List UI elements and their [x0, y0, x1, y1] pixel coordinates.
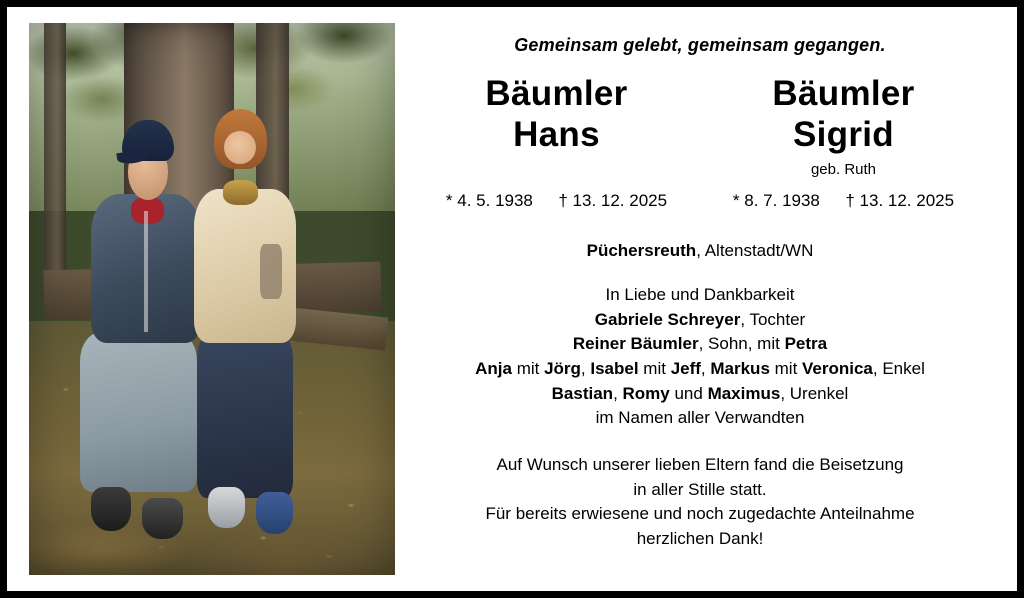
person-2-death-date: † 13. 12. 2025 [845, 191, 955, 211]
family-relation-text: und [669, 383, 708, 403]
family-relation-text: , Enkel [872, 359, 925, 379]
person-1-death-date: † 13. 12. 2025 [558, 191, 668, 211]
closing-line: Auf Wunsch unserer lieben Eltern fand die Beisetzung [496, 455, 904, 475]
family-line [475, 308, 925, 333]
family-relation-text: , Tochter [740, 309, 806, 329]
person-block-2 [700, 74, 987, 211]
family-member-name: Veronica [802, 359, 873, 379]
family-line [475, 406, 925, 431]
person-2-dates [700, 191, 987, 211]
motto-line: Gemeinsam gelebt, gemeinsam gegangen. [514, 35, 886, 55]
closing-line: Für bereits erwiesene und noch zugedachte Anteilnahme [485, 504, 915, 524]
person-1-surname: Bäumler [485, 74, 628, 113]
photo-vignette [29, 23, 395, 575]
couple-photograph [29, 23, 395, 575]
family-member-name: Bastian [551, 383, 614, 403]
place-secondary: , Altenstadt/WN [696, 241, 814, 261]
family-line [475, 382, 925, 407]
family-line [475, 357, 925, 382]
person-2-surname: Bäumler [772, 74, 915, 113]
family-relation-text: mit [511, 359, 545, 379]
person-2-maiden-name: geb. Ruth [810, 161, 877, 179]
family-member-name: Isabel [590, 359, 639, 379]
family-member-name: Reiner Bäumler [572, 334, 699, 354]
family-relation-text: , [613, 383, 623, 403]
closing-line: herzlichen Dank! [636, 528, 764, 548]
place-line [587, 241, 814, 261]
person-block-1 [413, 74, 700, 211]
family-relation-text: , [580, 359, 591, 379]
photo-container [7, 7, 405, 591]
family-lines [475, 308, 925, 431]
family-intro: In Liebe und Dankbarkeit [605, 285, 795, 305]
notice-text-column [405, 7, 1017, 591]
family-member-name: Romy [622, 383, 670, 403]
family-relation-text: im Namen aller Verwandten [595, 408, 805, 428]
family-relation-text: , [700, 359, 711, 379]
place-primary: Püchersreuth [586, 241, 697, 261]
person-2-firstname: Sigrid [793, 114, 894, 154]
closing-block [485, 453, 914, 552]
family-relation-text: , Sohn, mit [698, 334, 785, 354]
family-member-name: Maximus [707, 383, 781, 403]
family-relation-text: mit [769, 359, 803, 379]
family-relation-text: mit [638, 359, 671, 379]
person-1-firstname: Hans [513, 114, 600, 154]
family-member-name: Markus [710, 359, 770, 379]
family-member-name: Jeff [670, 359, 701, 379]
person-1-birth-date: * 4. 5. 1938 [445, 191, 533, 211]
family-line [475, 332, 925, 357]
family-member-name: Anja [475, 359, 512, 379]
names-row [413, 74, 987, 211]
family-member-name: Gabriele Schreyer [594, 309, 741, 329]
family-member-name: Jörg [544, 359, 581, 379]
family-block [475, 283, 925, 431]
family-member-name: Petra [784, 334, 828, 354]
family-relation-text: , Urenkel [780, 383, 849, 403]
person-1-dates [413, 191, 700, 211]
closing-line: in aller Stille statt. [633, 479, 767, 499]
person-2-birth-date: * 8. 7. 1938 [732, 191, 820, 211]
